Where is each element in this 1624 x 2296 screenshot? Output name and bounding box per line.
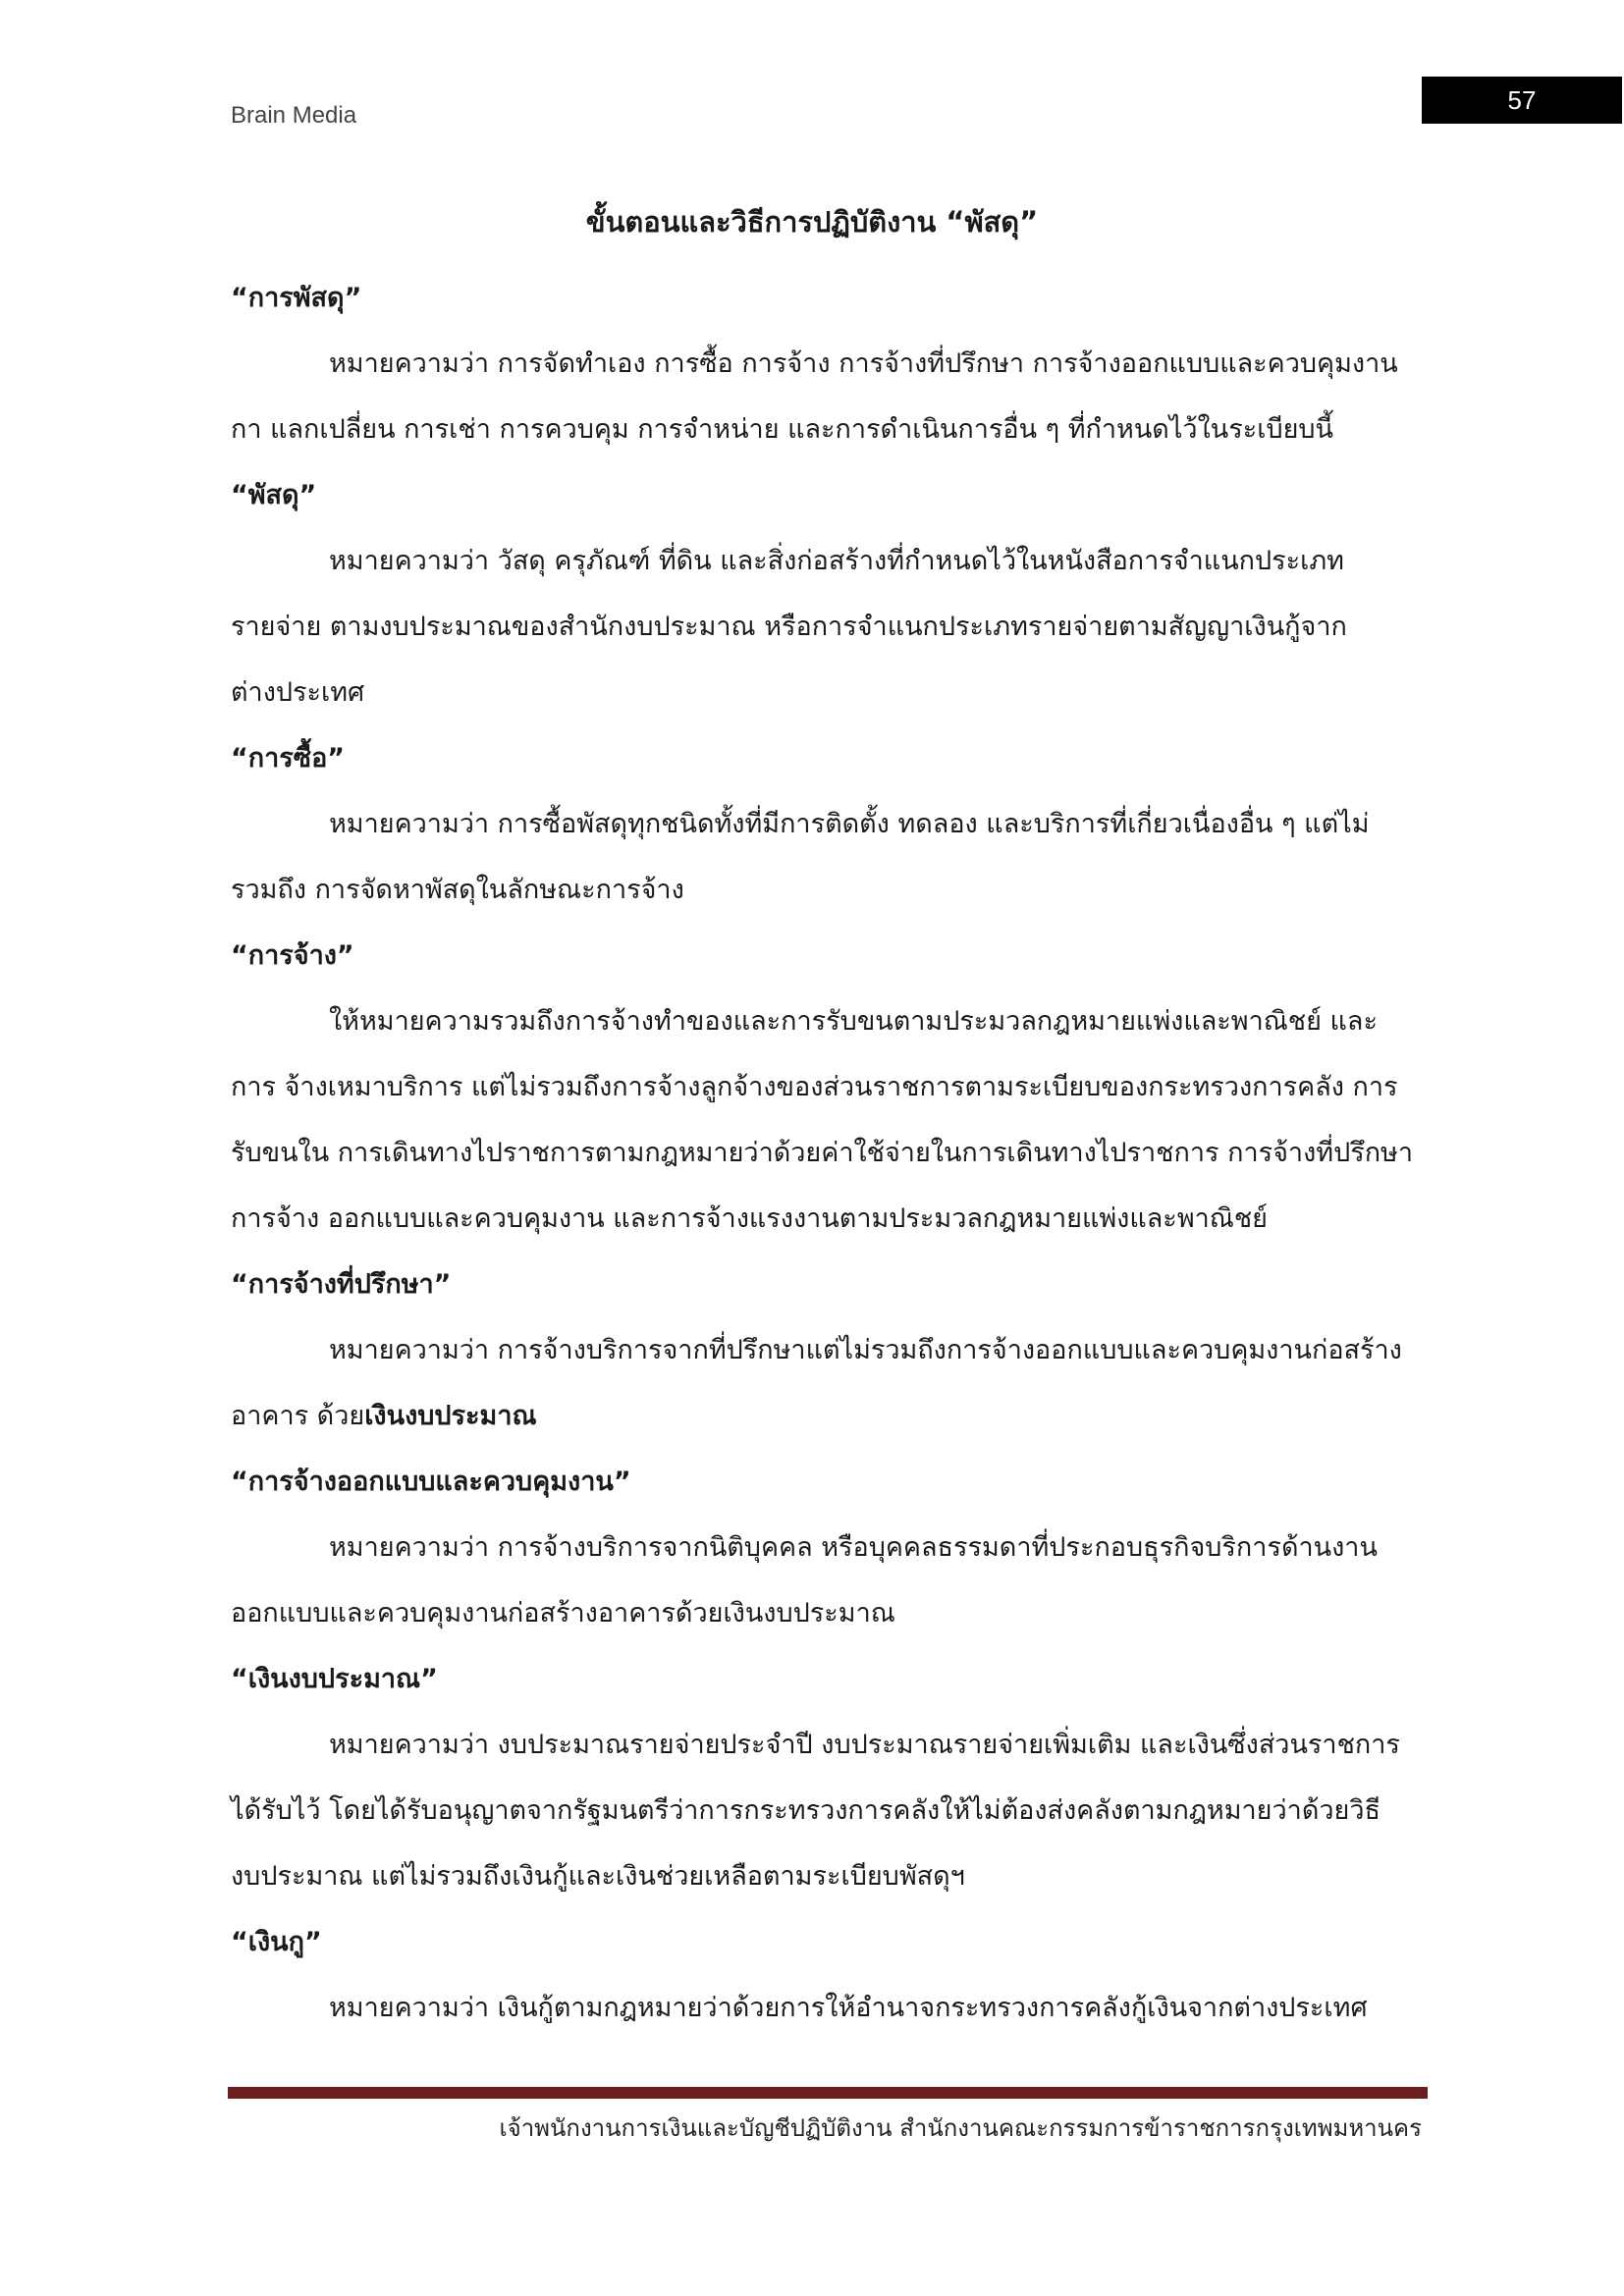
document-body: [231, 265, 1414, 2041]
footer-text: เจ้าพนักงานการเงินและบัญชีปฏิบัติงาน สำนักงานคณะกรรมการข้าราชการกรุงเทพมหานคร: [499, 2114, 1422, 2142]
header-brand: Brain Media: [231, 102, 357, 129]
definition-text: อาคาร ด้วย: [231, 1401, 365, 1431]
bold-term: เงินงบประมาณ: [364, 1401, 537, 1431]
page-title: ขั้นตอนและวิธีการปฏิบัติงาน “พัสดุ”: [585, 205, 1039, 239]
definition-line: หมายความว่า การจัดทำเอง การซื้อ การจ้าง การจ้างที่ปรึกษา การจ้างออกแบบและควบคุมงาน: [329, 348, 1398, 379]
definition-line: หมายความว่า การซื้อพัสดุทุกชนิดทั้งที่มีการติดตั้ง ทดลอง และบริการที่เกี่ยวเนื่องอื่น ๆ แต่ไม่: [329, 809, 1370, 839]
term-heading: “เงินกู”: [231, 1927, 322, 1957]
term-heading: “การจ้างออกแบบและควบคุมงาน”: [231, 1467, 631, 1497]
term-heading: “การพัสดุ”: [231, 283, 362, 313]
definition-line: รายจ่าย ตามงบประมาณของสำนักงบประมาณ หรือการจำแนกประเภทรายจ่ายตามสัญญาเงินกู้จาก: [231, 612, 1347, 642]
definition-line: ออกแบบและควบคุมงานก่อสร้างอาคารด้วยเงินงบประมาณ: [231, 1598, 895, 1629]
term-heading: “การจ้าง”: [231, 940, 354, 971]
definition-line: หมายความว่า วัสดุ ครุภัณฑ์ ที่ดิน และสิ่งก่อสร้างที่กำหนดไว้ในหนังสือการจำแนกประเภท: [329, 546, 1344, 576]
term-heading: “พัสดุ”: [231, 480, 317, 510]
definition-line: งบประมาณ แต่ไม่รวมถึงเงินกู้และเงินช่วยเหลือตามระเบียบพัสดุฯ: [231, 1861, 965, 1892]
definition-line: หมายความว่า เงินกู้ตามกฎหมายว่าด้วยการให้อำนาจกระทรวงการคลังกู้เงินจากต่างประเทศ: [329, 1993, 1368, 2023]
definition-line: ต่างประเทศ: [231, 677, 365, 708]
definition-line: การ จ้างเหมาบริการ แต่ไม่รวมถึงการจ้างลูกจ้างของส่วนราชการตามระเบียบของกระทรวงการคลัง การ: [231, 1072, 1398, 1102]
definition-line: หมายความว่า งบประมาณรายจ่ายประจำปี งบประมาณรายจ่ายเพิ่มเติม และเงินซึ่งส่วนราชการ: [329, 1730, 1400, 1760]
page-number-badge: 57: [1422, 77, 1622, 124]
definition-line: หมายความว่า การจ้างบริการจากนิติบุคคล หรือบุคคลธรรมดาที่ประกอบธุรกิจบริการด้านงาน: [329, 1532, 1378, 1563]
definition-line: [231, 1383, 1409, 1449]
term-heading: “การซื้อ”: [231, 743, 346, 774]
term-heading: “การจ้างที่ปรึกษา”: [231, 1269, 452, 1300]
definition-line: รับขนใน การเดินทางไปราชการตามกฎหมายว่าด้วยค่าใช้จ่ายในการเดินทางไปราชการ การจ้างที่ปรึกษา: [231, 1138, 1414, 1168]
definition-line: กา แลกเปลี่ยน การเช่า การควบคุม การจำหน่าย และการดำเนินการอื่น ๆ ที่กำหนดไว้ในระเบียบนี้: [231, 414, 1334, 445]
term-heading: “เงินงบประมาณ”: [231, 1664, 438, 1694]
definition-line: การจ้าง ออกแบบและควบคุมงาน และการจ้างแรงงานตามประมวลกฎหมายแพ่งและพาณิชย์: [231, 1203, 1268, 1234]
definition-line: ให้หมายความรวมถึงการจ้างทำของและการรับขนตามประมวลกฎหมายแพ่งและพาณิชย์ และ: [329, 1006, 1378, 1037]
definition-line: หมายความว่า การจ้างบริการจากที่ปรึกษาแต่ไม่รวมถึงการจ้างออกแบบและควบคุมงานก่อสร้าง: [329, 1335, 1402, 1365]
definition-line: รวมถึง การจัดหาพัสดุในลักษณะการจ้าง: [231, 875, 684, 905]
footer-divider: [228, 2087, 1428, 2099]
definition-line: ได้รับไว้ โดยได้รับอนุญาตจากรัฐมนตรีว่าการกระทรวงการคลังให้ไม่ต้องส่งคลังตามกฎหมายว่าด้วยวิธี: [231, 1795, 1380, 1826]
